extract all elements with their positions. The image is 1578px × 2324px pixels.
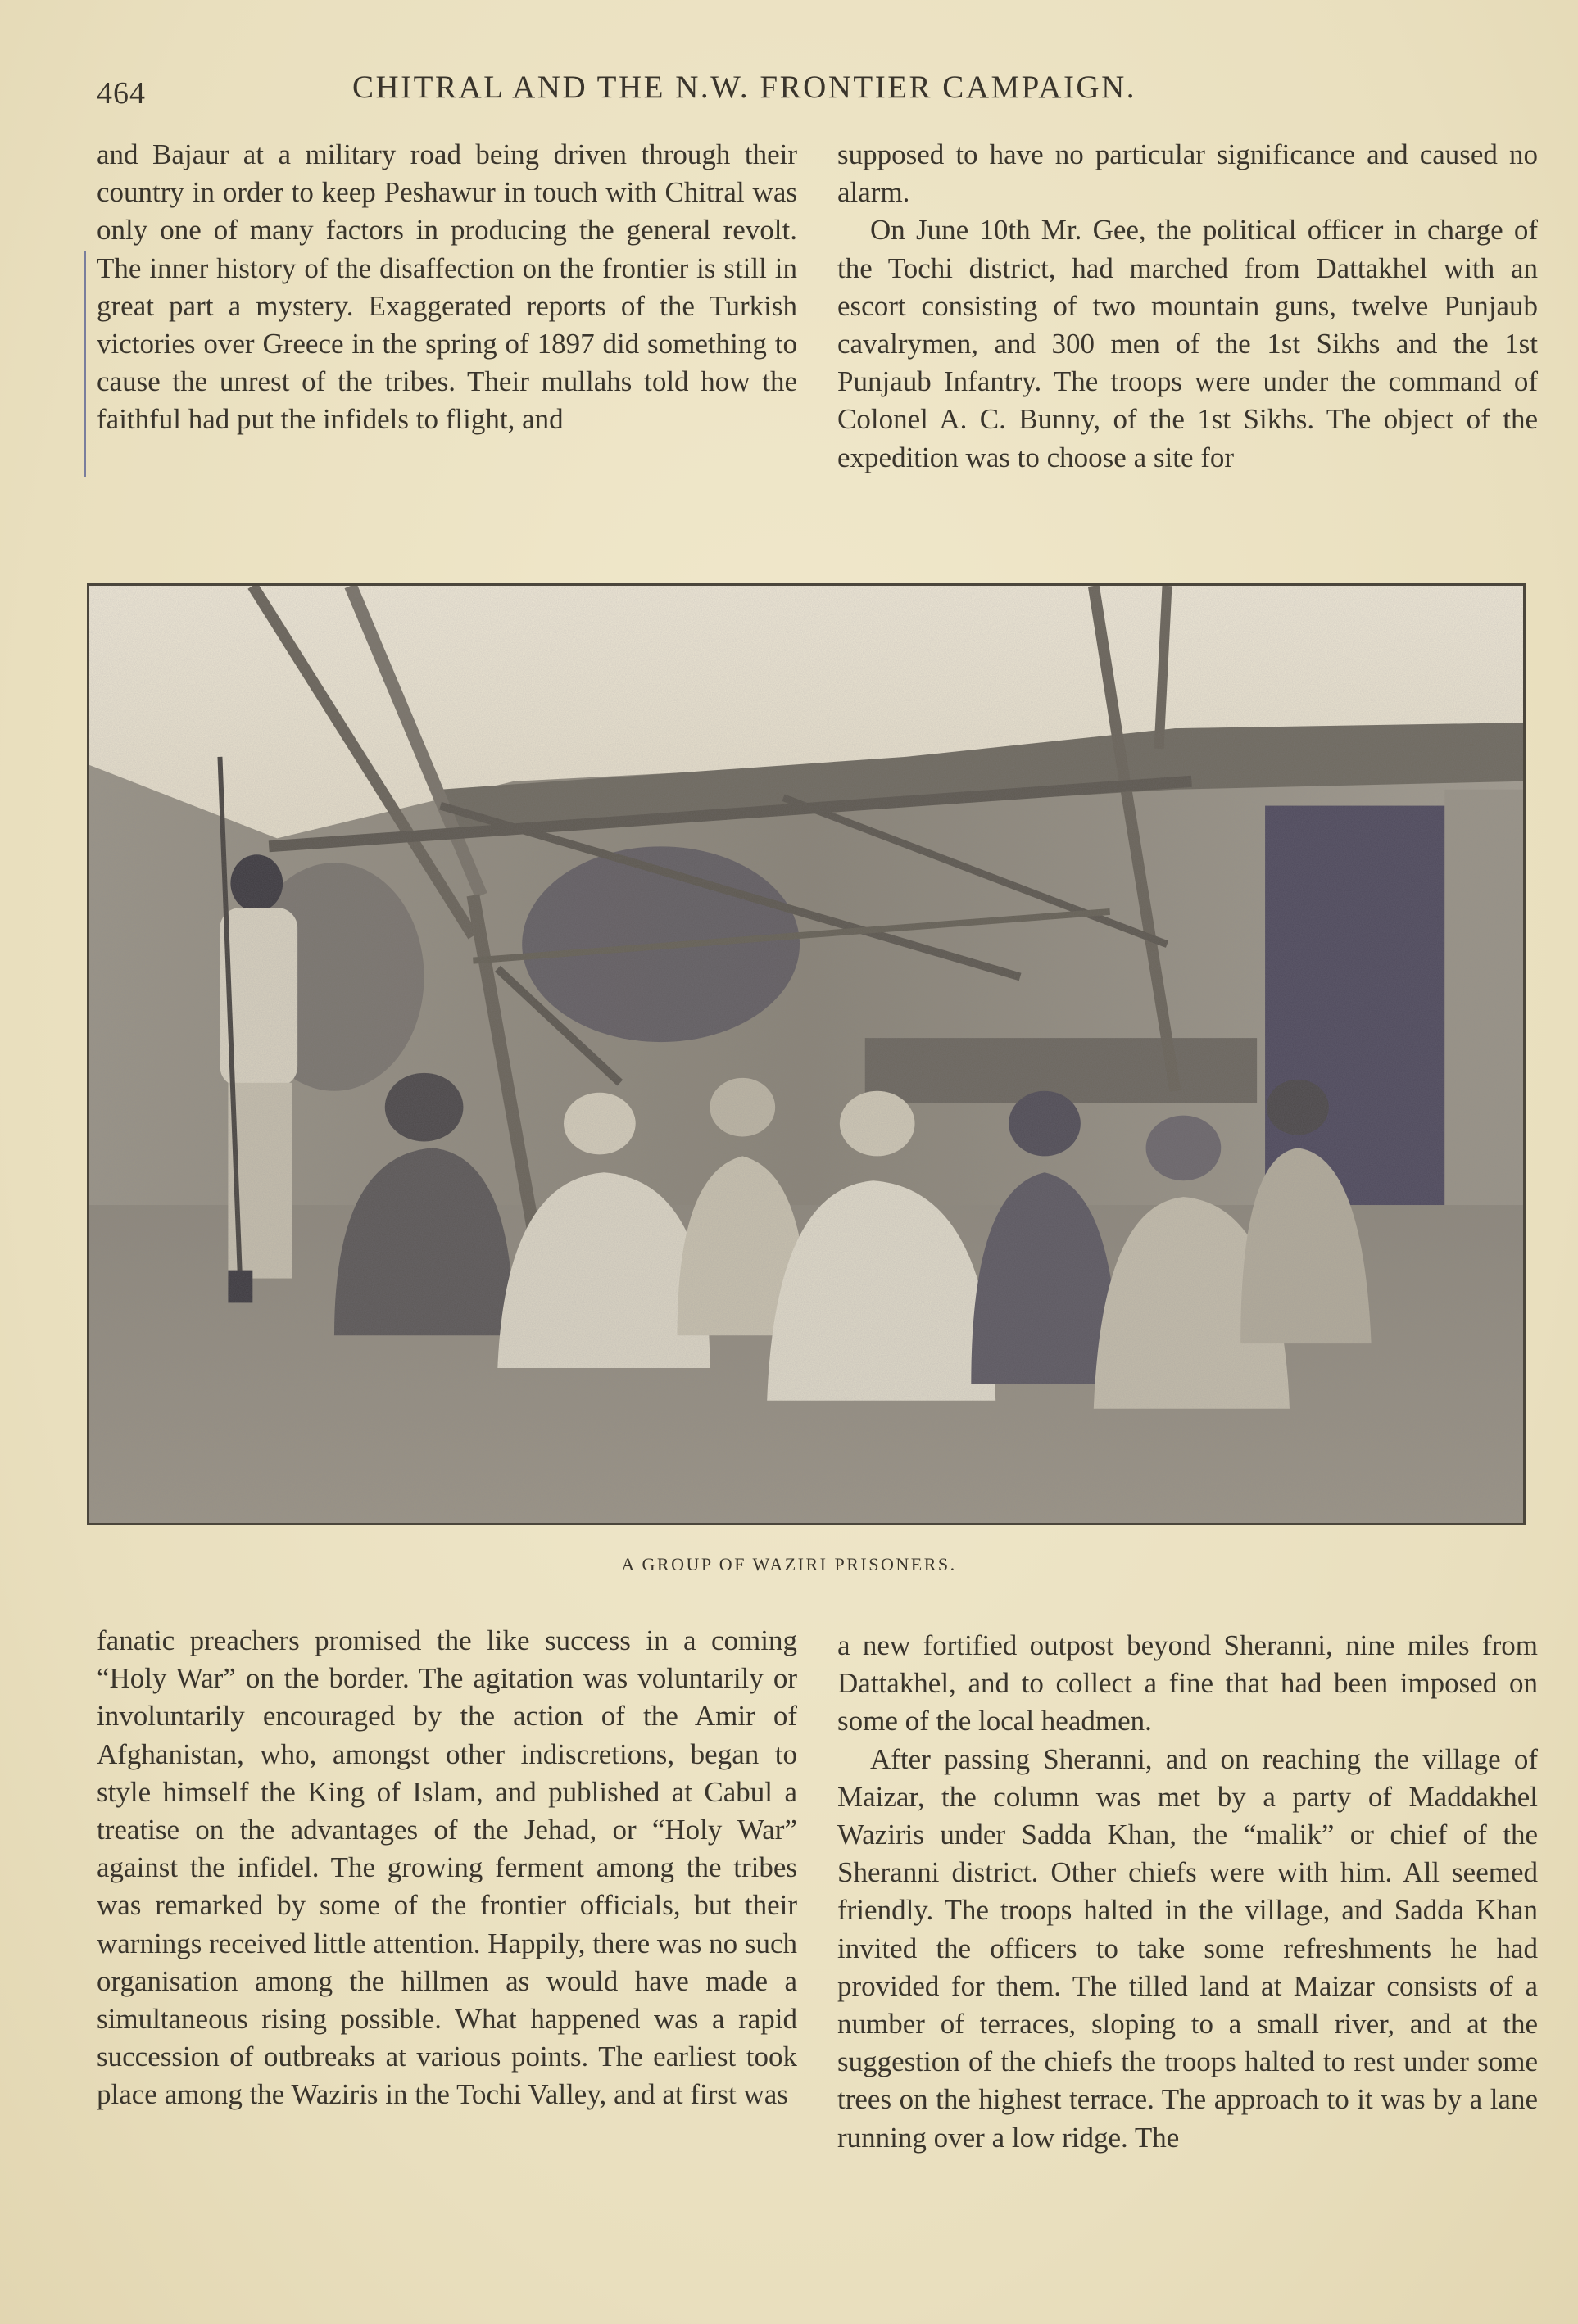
column-bottom-left [97, 1622, 797, 2114]
paragraph: fanatic preachers promised the like success in a coming “Holy War” on the border. The agitation was voluntarily or involuntarily encouraged by the action of the Amir of Afghanistan, who, amongst other indiscretions, began to style himself the King of Islam, and published at Cabul a treatise on the advantages of the Jehad, or “Holy War” against the infidel. The growing ferment among the tribes was remarked by some of the frontier officials, but their warnings received little attention. Happily, there was no such organisation among the hillmen as would have made a simultaneous rising possible. What happened was a rapid succession of outbreaks at various points. The earliest took place among the Waziris in the Tochi Valley, and at first was [97, 1624, 797, 2111]
column-bottom-right [837, 1627, 1538, 2157]
paragraph: and Bajaur at a military road being driven through their country in order to keep Peshawur in touch with Chitral was only one of many factors in producing the general revolt. The inner history of the disaffection on the frontier is still in great part a mystery. Exaggerated reports of the Turkish victories over Greece in the spring of 1897 did something to cause the unrest of the tribes. Their mullahs told how the faithful had put the infidels to flight, and [97, 138, 797, 436]
column-top-right [837, 136, 1538, 477]
paragraph: supposed to have no particular significance and caused no alarm. [837, 138, 1538, 209]
paragraph: After passing Sheranni, and on reaching the village of Maizar, the column was met by a party of Maddakhel Waziris under Sadda Khan, the “malik” or chief of the Sheranni district. Other chiefs were with him. All seemed friendly. The troops halted in the village, and Sadda Khan invited the officers to take some refreshments he had provided for them. The tilled land at Maizar consists of a number of terraces, sloping to a small river, and at the suggestion of the chiefs the troops halted to rest under some trees on the highest terrace. The approach to it was by a lane running over a low ridge. The [837, 1742, 1538, 2154]
column-top-left [97, 136, 797, 439]
paragraph: On June 10th Mr. Gee, the political officer in charge of the Tochi district, had marched from Dattakhel with an escort consisting of two mountain guns, twelve Punjaub cavalrymen, and 300 men of the 1st Sikhs and the 1st Punjaub Infantry. The troops were under the command of Colonel A. C. Bunny, of the 1st Sikhs. The object of the expedition was to choose a site for [837, 214, 1538, 473]
plate-caption: A GROUP OF WAZIRI PRISONERS. [621, 1554, 957, 1574]
page-number: 464 [97, 76, 146, 111]
photograph-waziri-prisoners [89, 586, 1523, 1523]
paragraph: a new fortified outpost beyond Sheranni, nine miles from Dattakhel, and to collect a fine that had been imposed on some of the local headmen. [837, 1629, 1538, 1737]
photograph-plate [87, 583, 1526, 1525]
margin-pencil-mark [84, 251, 86, 477]
running-head: CHITRAL AND THE N.W. FRONTIER CAMPAIGN. [352, 70, 1137, 105]
